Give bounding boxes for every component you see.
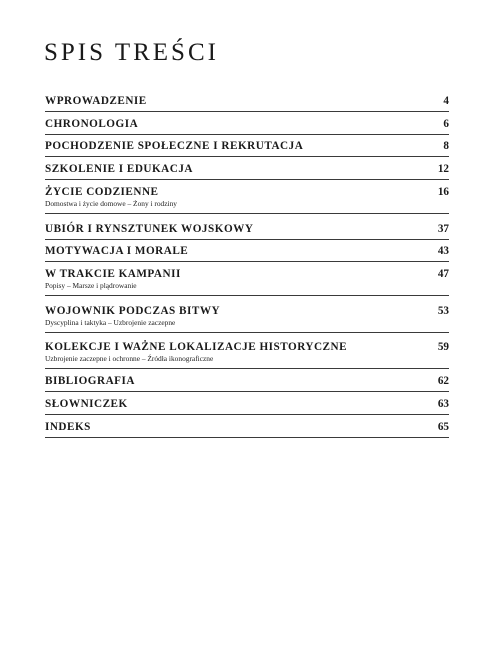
toc-entry-title: ŻYCIE CODZIENNE	[45, 186, 159, 198]
toc-entry-line	[45, 117, 449, 131]
toc-entry-line	[45, 304, 449, 318]
toc-divider	[45, 391, 449, 392]
toc-entry	[45, 340, 449, 363]
toc-entry-subtitle: Uzbrojenie zaczepne i ochronne – Źródła ikonograficzne	[45, 354, 214, 363]
toc-entry-line	[45, 222, 449, 236]
toc-entry	[45, 117, 449, 131]
toc-entry-line	[45, 267, 449, 281]
toc-entry-subtitle: Domostwa i życie domowe – Żony i rodziny	[45, 199, 177, 208]
toc-entry-line	[45, 185, 449, 199]
toc-entry-title: POCHODZENIE SPOŁECZNE I REKRUTACJA	[45, 140, 304, 152]
toc-entry-subtitle: Dyscyplina i taktyka – Uzbrojenie zaczepne	[45, 318, 176, 327]
toc-entry	[45, 374, 449, 388]
toc-entry-title: KOLEKCJE I WAŻNE LOKALIZACJE HISTORYCZNE	[45, 341, 348, 353]
toc-entry-line	[45, 139, 449, 153]
toc-divider	[45, 239, 449, 240]
toc-entry	[45, 420, 449, 434]
toc-entry-title: MOTYWACJA I MORALE	[45, 245, 189, 257]
toc-entry	[45, 94, 449, 108]
toc-entry-line	[45, 420, 449, 434]
toc-entry-page-number: 16	[437, 186, 449, 198]
toc-entry-page-number: 62	[437, 375, 449, 387]
toc-entry-page-number: 6	[443, 118, 449, 130]
toc-entry	[45, 162, 449, 176]
toc-divider	[45, 437, 449, 438]
toc-divider	[45, 156, 449, 157]
toc-entry-title: WOJOWNIK PODCZAS BITWY	[45, 305, 221, 317]
toc-entry-page-number: 37	[437, 223, 449, 235]
toc-entry-title: BIBLIOGRAFIA	[45, 375, 135, 387]
toc-entry-line	[45, 397, 449, 411]
toc-entry-page-number: 47	[437, 268, 449, 280]
toc-divider	[45, 261, 449, 262]
toc-entry-title: CHRONOLOGIA	[45, 118, 139, 130]
toc-entry-title: WPROWADZENIE	[45, 95, 147, 107]
toc-entry	[45, 267, 449, 290]
toc-entry	[45, 397, 449, 411]
toc-entry	[45, 139, 449, 153]
toc-divider	[45, 134, 449, 135]
toc-divider	[45, 295, 449, 296]
toc-entry-line	[45, 94, 449, 108]
toc-entry-page-number: 53	[437, 305, 449, 317]
toc-entry-line	[45, 340, 449, 354]
toc-entry-page-number: 65	[437, 421, 449, 433]
toc-entry-subtitle: Popisy – Marsze i plądrowanie	[45, 281, 137, 290]
toc-entry	[45, 304, 449, 327]
toc-entry-line	[45, 374, 449, 388]
toc-entry-line	[45, 162, 449, 176]
toc-divider	[45, 368, 449, 369]
toc-entry-title: SŁOWNICZEK	[45, 398, 128, 410]
toc-entry-page-number: 43	[437, 245, 449, 257]
toc-entry-title: W TRAKCIE KAMPANII	[45, 268, 181, 280]
toc-entry	[45, 222, 449, 236]
toc-divider	[45, 414, 449, 415]
toc-entry-page-number: 8	[443, 140, 449, 152]
page-title: SPIS TREŚCI	[44, 39, 219, 66]
toc-entry-line	[45, 244, 449, 258]
toc-entry-page-number: 12	[437, 163, 449, 175]
toc-entry-page-number: 63	[437, 398, 449, 410]
toc-entry-title: SZKOLENIE I EDUKACJA	[45, 163, 194, 175]
toc-divider	[45, 213, 449, 214]
toc-divider	[45, 111, 449, 112]
toc-entry-title: UBIÓR I RYNSZTUNEK WOJSKOWY	[45, 223, 254, 235]
toc-divider	[45, 332, 449, 333]
toc-entry-page-number: 59	[437, 341, 449, 353]
toc-entry-page-number: 4	[443, 95, 449, 107]
toc-entry	[45, 185, 449, 208]
toc-entry-title: INDEKS	[45, 421, 91, 433]
toc-divider	[45, 179, 449, 180]
toc-entry	[45, 244, 449, 258]
